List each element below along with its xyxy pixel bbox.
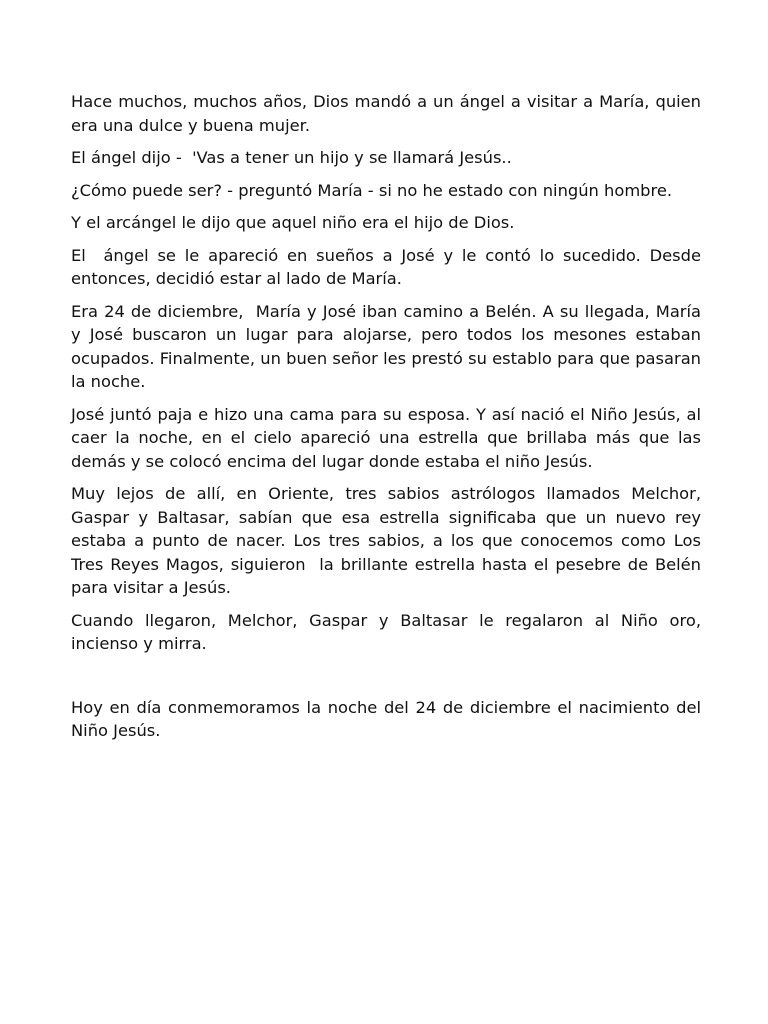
paragraph-2: El ángel dijo - 'Vas a tener un hijo y se llamará Jesús.. [71,148,512,167]
paragraph-9: Cuando llegaron, Melchor, Gaspar y Baltasar le regalaron al Niño oro, incienso y mirra. [71,610,707,653]
paragraph-4: Y el arcángel le dijo que aquel niño era el hijo de Dios. [71,213,515,232]
document-body [71,90,707,752]
paragraph-3: ¿Cómo puede ser? - preguntó María - si no he estado con ningún hombre. [71,180,673,200]
paragraph-6: Era 24 de diciembre, María y José iban camino a Belén. A su llegada, María y José buscaron un lugar para alojarse, pero todos los mesones estaban ocupados. Finalmente, un buen señor les prestó su establo para que pasaran la noche. [71,301,707,391]
paragraph-10: Hoy en día conmemoramos la noche del 24 de diciembre el nacimiento del Niño Jesús. [71,697,707,740]
paragraph-1: Hace muchos, muchos años, Dios mandó a un ángel a visitar a María, quien era una dulce y buena mujer. [71,92,707,135]
paragraph-8: Muy lejos de allí, en Oriente, tres sabios astrólogos llamados Melchor, Gaspar y Baltasar, sabían que esa estrella significaba que un nuevo rey estaba a punto de nacer. Los tres sabios, a los que conocemos como Los Tres Reyes Magos, siguieron la brillante estrella hasta el pesebre de Belén para visitar a Jesús. [71,484,707,597]
paragraph-5: El ángel se le apareció en sueños a José y le contó lo sucedido. Desde entonces, decidió estar al lado de María. [71,245,707,288]
paragraph-7: José juntó paja e hizo una cama para su esposa. Y así nació el Niño Jesús, al caer la noche, en el cielo apareció una estrella que brillaba más que las demás y se colocó encima del lugar donde estaba el niño Jesús. [71,404,707,471]
